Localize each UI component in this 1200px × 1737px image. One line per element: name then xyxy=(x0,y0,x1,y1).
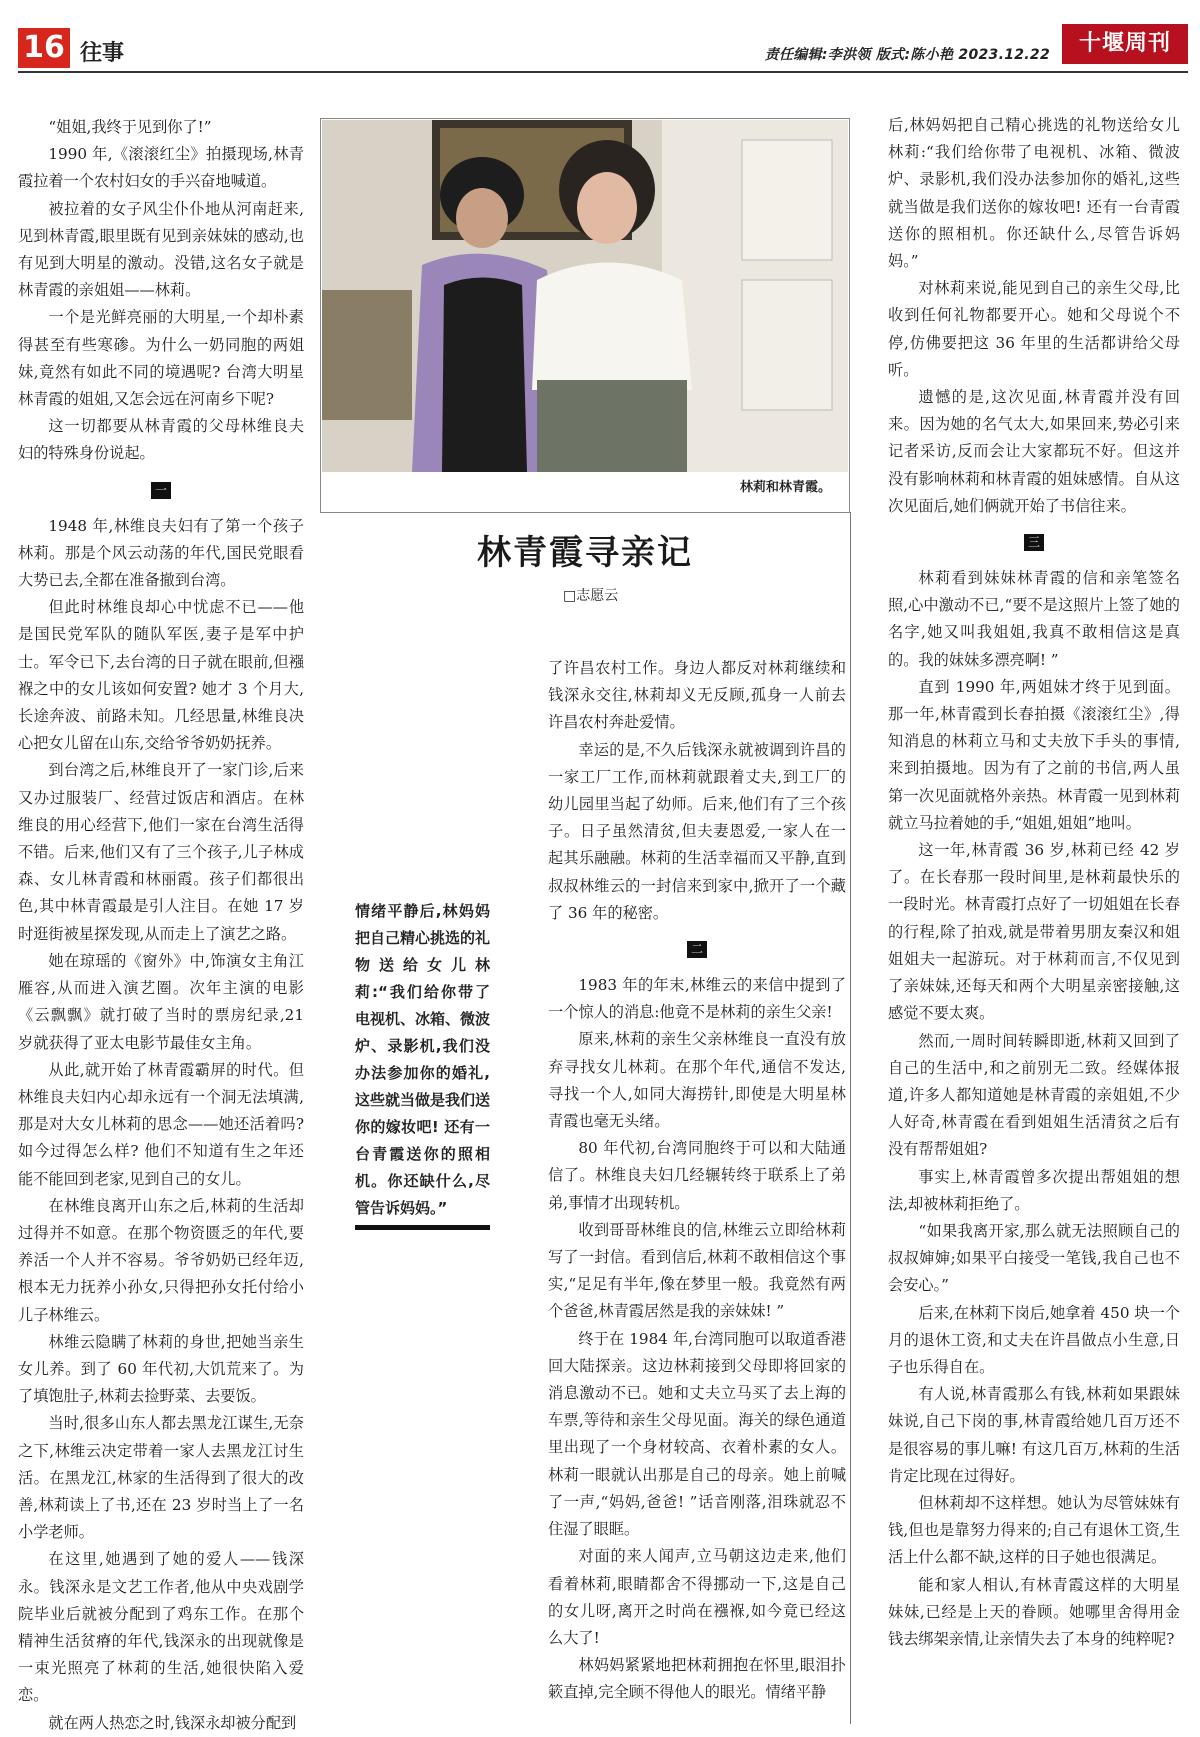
paragraph: 林莉看到妹妹林青霞的信和亲笔签名照,心中激动不已,“要不是这照片上签了她的名字,她又叫我姐姐,我真不敢相信这是真的。我的妹妹多漂亮啊! ” xyxy=(888,569,1180,669)
paragraph: 这一切都要从林青霞的父母林维良夫妇的特殊身份说起。 xyxy=(18,417,304,463)
paragraph: 当时,很多山东人都去黑龙江谋生,无奈之下,林维云决定带着一家人去黑龙江讨生活。在黑龙江,林家的生活得到了很大的改善,林莉读上了书,还在 23 岁时当上了一名小学老师。 xyxy=(18,1414,304,1542)
page-number: 16 xyxy=(18,28,70,68)
paragraph: 然而,一周时间转瞬即逝,林莉又回到了自己的生活中,和之前别无二致。经媒体报道,许多人都知道她是林青霞的亲姐姐,不少人好奇,林青霞在看到姐姐生活清贫之后有没有帮帮姐姐? xyxy=(888,1031,1180,1159)
editor-credits: 责任编辑:李洪领 版式:陈小艳 2023.12.22 xyxy=(764,47,1050,63)
paragraph: 在林维良离开山东之后,林莉的生活却过得并不如意。在那个物资匮乏的年代,要养活一个人并不容易。爷爷奶奶已经年迈,根本无力抚养小孙女,只得把孙女托付给小儿子林维云。 xyxy=(18,1196,304,1324)
middle-column xyxy=(548,655,846,1707)
article-photo xyxy=(322,120,848,472)
article-author: □志愿云 xyxy=(563,588,619,604)
paragraph: 1948 年,林维良夫妇有了第一个孩子林莉。那是个风云动荡的年代,国民党眼看大势已去,全都在准备撤到台湾。 xyxy=(18,516,304,590)
paragraph: 后来,在林莉下岗后,她拿着 450 块一个月的退休工资,和丈夫在许昌做点小生意,日子也乐得自在。 xyxy=(888,1303,1180,1376)
paragraph: 1983 年的年末,林维云的来信中提到了一个惊人的消息:他竟不是林莉的亲生父亲! xyxy=(548,976,846,1022)
paragraph: 1990 年,《滚滚红尘》拍摄现场,林青霞拉着一个农村妇女的手兴奋地喊道。 xyxy=(18,145,304,191)
paragraph: 被拉着的女子风尘仆仆地从河南赶来,见到林青霞,眼里既有见到亲妹妹的感动,也有见到大明星的激动。没错,这名女子就是林青霞的亲姐姐——林莉。 xyxy=(18,199,304,300)
paragraph: 从此,就开始了林青霞霸屏的时代。但林维良夫妇内心却永远有一个洞无法填满,那是对大女儿林莉的思念——她还活着吗? 如今过得怎么样? 他们不知道有生之年还能不能回到老家,见到自己的女儿。 xyxy=(18,1060,304,1188)
paragraph: “姐姐,我终于见到你了!” xyxy=(48,118,212,136)
paragraph: 就在两人热恋之时,钱深永却被分配到 xyxy=(48,1713,297,1732)
section-marker-two: 二 xyxy=(687,941,707,958)
paragraph: 事实上,林青霞曾多次提出帮姐姐的想法,却被林莉拒绝了。 xyxy=(888,1167,1180,1213)
column-divider xyxy=(850,512,851,1724)
paragraph: 直到 1990 年,两姐妹才终于见到面。那一年,林青霞到长春拍摄《滚滚红尘》,得知消息的林莉立马和丈夫放下手头的事情,来到拍摄地。因为有了之前的书信,两人虽第一次见面就格外亲热。林青霞一见到林莉就立马拉着她的手,“姐姐,姐姐”地叫。 xyxy=(888,677,1180,832)
paragraph: 终于在 1984 年,台湾同胞可以取道香港回大陆探亲。这边林莉接到父母即将回家的消息激动不已。她和丈夫立马买了去上海的车票,等待和亲生父母见面。海关的绿色通道里出现了一个身材较高、衣着朴素的女人。林莉一眼就认出那是自己的母亲。她上前喊了一声,“妈妈,爸爸! ”话音刚落,泪珠就忍不住湿了眼眶。 xyxy=(548,1329,846,1539)
paragraph: 一个是光鲜亮丽的大明星,一个却朴素得甚至有些寒碜。为什么一奶同胞的两姐妹,竟然有如此不同的境遇呢? 台湾大明星林青霞的姐姐,又怎会远在河南乡下呢? xyxy=(18,308,304,409)
article-title: 林青霞寻亲记 xyxy=(477,533,693,573)
paragraph: 林维云隐瞒了林莉的身世,把她当亲生女儿养。到了 60 年代初,大饥荒来了。为了填饱肚子,林莉去捡野菜、去要饭。 xyxy=(18,1332,304,1406)
paragraph: 她在琼瑶的《窗外》中,饰演女主角江雁容,从而进入演艺圈。次年主演的电影《云飘飘》就打破了当时的票房纪录,21 岁就获得了亚太电影节最佳女主角。 xyxy=(18,951,304,1052)
paragraph: 但此时林维良却心中忧虑不已——他是国民党军队的随队军医,妻子是军中护士。军令已下,去台湾的日子就在眼前,但襁褓之中的女儿该如何安置? 她才 3 个月大,长途奔波、前路未知。几经思量,林维良决心把女儿留在山东,交给爷爷奶奶抚养。 xyxy=(18,598,304,753)
paragraph: 遗憾的是,这次见面,林青霞并没有回来。因为她的名气太大,如果回来,势必引来记者采访,反而会让大家都玩不好。但这并没有影响林莉和林青霞的姐妹感情。自从这次见面后,她们俩就开始了书信往来。 xyxy=(888,388,1180,515)
paragraph: 有人说,林青霞那么有钱,林莉如果跟妹妹说,自己下岗的事,林青霞给她几百万还不是很容易的事儿嘛! 有这几百万,林莉的生活肯定比现在过得好。 xyxy=(888,1385,1180,1485)
section-title: 往事 xyxy=(80,41,125,66)
paragraph: 对面的来人闻声,立马朝这边走来,他们看着林莉,眼睛都舍不得挪动一下,这是自己的女儿呀,离开之时尚在襁褓,如今竟已经这么大了! xyxy=(548,1547,846,1647)
paragraph: 收到哥哥林维良的信,林维云立即给林莉写了一封信。看到信后,林莉不敢相信这个事实,“足足有半年,像在梦里一般。我竟然有两个爸爸,林青霞居然是我的亲妹妹! ” xyxy=(548,1220,846,1321)
photo-illustration xyxy=(322,120,848,472)
masthead-logo: 十堰周刊 xyxy=(1062,24,1188,64)
section-marker-one: 一 xyxy=(151,482,171,499)
paragraph: 原来,林莉的亲生父亲林维良一直没有放弃寻找女儿林莉。在那个年代,通信不发达,寻找一个人,如同大海捞针,即使是大明星林青霞也毫无头绪。 xyxy=(548,1030,846,1131)
left-column xyxy=(18,114,304,1737)
paragraph: 林妈妈紧紧地把林莉拥抱在怀里,眼泪扑簌直掉,完全顾不得他人的眼光。情绪平静 xyxy=(548,1656,846,1702)
photo-caption: 林莉和林青霞。 xyxy=(740,480,832,495)
right-column xyxy=(888,112,1180,1653)
paragraph: 到台湾之后,林维良开了一家门诊,后来又办过服装厂、经营过饭店和酒店。在林维良的用心经营下,他们一家在台湾生活得不错。后来,他们又有了三个孩子,儿子林成森、女儿林青霞和林丽霞。孩子们都很出色,其中林青霞最是引人注目。在她 17 岁时逛街被星探发现,从而走上了演艺之路。 xyxy=(18,761,304,943)
paragraph: 80 年代初,台湾同胞终于可以和大陆通信了。林维良夫妇几经辗转终于联系上了弟弟,事情才出现转机。 xyxy=(548,1139,846,1212)
pull-quote-bar xyxy=(355,1225,490,1230)
page-header xyxy=(18,22,1188,72)
paragraph: “如果我离开家,那么就无法照顾自己的叔叔婶婶;如果平白接受一笔钱,我自己也不会安心。” xyxy=(888,1221,1180,1295)
pull-quote: 情绪平静后,林妈妈把自己精心挑选的礼物送给女儿林莉:“我们给你带了电视机、冰箱、微波炉、录影机,我们没办法参加你的婚礼,这些就当做是我们送你的嫁妆吧! 还有一台青霞送你的照相机。你还缺什么,尽管告诉妈妈。” xyxy=(355,902,491,1217)
paragraph: 幸运的是,不久后钱深永就被调到许昌的一家工厂工作,而林莉就跟着丈夫,到工厂的幼儿园里当起了幼师。后来,他们有了三个孩子。日子虽然清贫,但夫妻恩爱,一家人在一起其乐融融。林莉的生活幸福而又平静,直到叔叔林维云的一封信来到家中,掀开了一个藏了 36 年的秘密。 xyxy=(548,740,846,922)
paragraph: 后,林妈妈把自己精心挑选的礼物送给女儿林莉:“我们给你带了电视机、冰箱、微波炉、录影机,我们没办法参加你的婚礼,这些就当做是我们送你的嫁妆吧! 还有一台青霞送你的照相机。你还缺什么,尽管告诉妈妈。” xyxy=(888,116,1180,271)
paragraph: 了许昌农村工作。身边人都反对林莉继续和钱深永交往,林莉却义无反顾,孤身一人前去许昌农村奔赴爱情。 xyxy=(548,659,846,732)
paragraph: 在这里,她遇到了她的爱人——钱深永。钱深永是文艺工作者,他从中央戏剧学院毕业后就被分配到了鸡东工作。在那个精神生活贫瘠的年代,钱深永的出现就像是一束光照亮了林莉的生活,她很快陷入爱恋。 xyxy=(18,1550,304,1705)
section-marker-three: 三 xyxy=(1024,534,1044,551)
paragraph: 对林莉来说,能见到自己的亲生父母,比收到任何礼物都要开心。她和父母说个不停,仿佛要把这 36 年里的生活都讲给父母听。 xyxy=(888,279,1180,379)
paragraph: 但林莉却不这样想。她认为尽管妹妹有钱,但也是靠努力得来的;自己有退休工资,生活上什么都不缺,这样的日子她也很满足。 xyxy=(888,1493,1180,1567)
paragraph: 这一年,林青霞 36 岁,林莉已经 42 岁了。在长春那一段时间里,是林莉最快乐的一段时光。林青霞打点好了一切姐姐在长春的行程,除了拍戏,就是带着男朋友秦汉和姐姐姐夫一起游玩。对于林莉而言,不仅见到了亲妹妹,还每天和两个大明星亲密接触,这感觉不要太爽。 xyxy=(888,841,1180,1023)
header-rule xyxy=(18,71,1188,73)
paragraph: 能和家人相认,有林青霞这样的大明星妹妹,已经是上天的眷顾。她哪里舍得用金钱去绑架亲情,让亲情失去了本身的纯粹呢? xyxy=(888,1575,1180,1648)
